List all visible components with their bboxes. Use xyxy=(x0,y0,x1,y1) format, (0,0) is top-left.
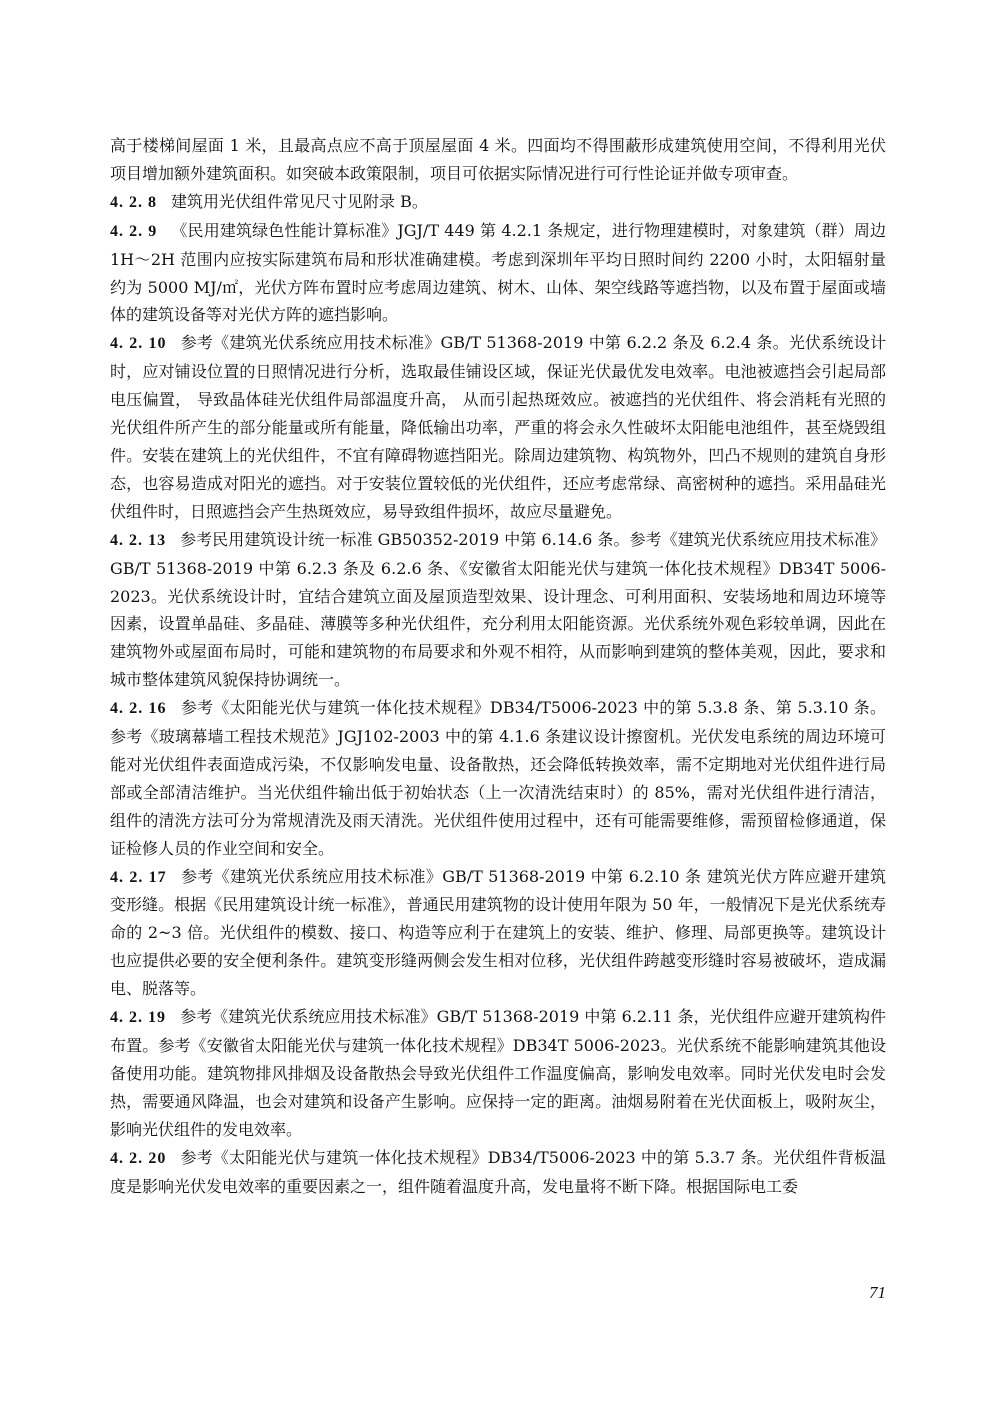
clause-4-2-20 xyxy=(110,1144,886,1201)
paragraph-text: 《民用建筑绿色性能计算标准》JGJ/T 449 第 4.2.1 条规定，进行物理建模时，对象建筑（群）周边 1H～2H 范围内应按实际建筑布局和形状准确建模。考虑到深圳年平均日照时间约 2200 小时，太阳辐射量约为 5000 MJ/㎡，光伏方阵布置时应考虑周边建筑、树木、山体、架空线路等遮挡物，以及布置于屋面或墙体的建筑设备等对光伏方阵的遮挡影响。 xyxy=(110,220,886,325)
clause-number: 4. 2. 9 xyxy=(110,222,158,240)
clause-4-2-13 xyxy=(110,526,886,694)
paragraph-text: 参考《建筑光伏系统应用技术标准》GB/T 51368-2019 中第 6.2.10 条 建筑光伏方阵应避开建筑变形缝。根据《民用建筑设计统一标准》，普通民用建筑物的设计使用年限为 50 年，一般情况下是光伏系统寿命的 2~3 倍。光伏组件的模数、接口、构造等应利于在建筑上的安装、维护、修理、局部更换等。建筑设计也应提供必要的安全便利条件。建筑变形缝两侧会发生相对位移，光伏组件跨越变形缝时容易被破坏，造成漏电、脱落等。 xyxy=(110,866,886,999)
paragraph-text: 高于楼梯间屋面 1 米，且最高点应不高于顶屋屋面 4 米。四面均不得围蔽形成建筑使用空间，不得利用光伏项目增加额外建筑面积。如突破本政策限制，项目可依据实际情况进行可行性论证并做专项审查。 xyxy=(110,136,886,183)
clause-4-2-19 xyxy=(110,1003,886,1144)
paragraph-continuation xyxy=(110,132,886,188)
page-number: 71 xyxy=(869,1283,886,1302)
paragraph-text: 参考《太阳能光伏与建筑一体化技术规程》DB34/T5006-2023 中的第 5.3.8 条、第 5.3.10 条。参考《玻璃幕墙工程技术规范》JGJ102-2003 中的第 4.1.6 条建议设计擦窗机。光伏发电系统的周边环境可能对光伏组件表面造成污染，不仅影响发电量、设备散热，还会降低转换效率，需不定期地对光伏组件进行局部或全部清洁维护。当光伏组件输出低于初始状态（上一次清洗结束时）的 85%，需对光伏组件进行清洁，组件的清洗方法可分为常规清洗及雨天清洗。光伏组件使用过程中，还有可能需要维修，需预留检修通道，保证检修人员的作业空间和安全。 xyxy=(110,698,887,858)
clause-4-2-17 xyxy=(110,863,886,1004)
clause-4-2-16 xyxy=(110,694,886,862)
clause-4-2-10 xyxy=(110,329,886,525)
paragraph-text: 参考《建筑光伏系统应用技术标准》GB/T 51368-2019 中第 6.2.2 条及 6.2.4 条。光伏系统设计时，应对铺设位置的日照情况进行分析，选取最佳铺设区域，保证光伏最优发电效率。电池被遮挡会引起局部电压偏置， 导致晶体硅光伏组件局部温度升高， 从而引起热斑效应。被遮挡的光伏组件、将会消耗有光照的光伏组件所产生的部分能量或所有能量，降低输出功率，严重的将会永久性破坏太阳能电池组件，甚至烧毁组件。安装在建筑上的光伏组件，不宜有障碍物遮挡阳光。除周边建筑物、构筑物外，凹凸不规则的建筑自身形态，也容易造成对阳光的遮挡。对于安装位置较低的光伏组件，还应考虑常绿、高密树种的遮挡。采用晶硅光伏组件时，日照遮挡会产生热斑效应，易导致组件损坏，故应尽量避免。 xyxy=(110,333,886,521)
paragraph-text: 参考民用建筑设计统一标准 GB50352-2019 中第 6.14.6 条。参考《建筑光伏系统应用技术标准》GB/T 51368-2019 中第 6.2.3 条及 6.2.6 条、《安徽省太阳能光伏与建筑一体化技术规程》DB34T 5006-2023。光伏系统设计时，宜结合建筑立面及屋顶造型效果、设计理念、可利用面积、安装场地和周边环境等因素，设置单晶硅、多晶硅、薄膜等多种光伏组件，充分利用太阳能资源。光伏系统外观色彩较单调，因此在建筑物外或屋面布局时，可能和建筑物的布局要求和外观不相符，从而影响到建筑的整体美观，因此，要求和城市整体建筑风貌保持协调统一。 xyxy=(110,529,886,690)
clause-number: 4. 2. 13 xyxy=(110,531,167,549)
clause-number: 4. 2. 8 xyxy=(110,193,157,211)
clause-number: 4. 2. 20 xyxy=(110,1149,167,1167)
clause-4-2-9 xyxy=(110,217,886,330)
body-text xyxy=(110,132,886,1200)
clause-number: 4. 2. 19 xyxy=(110,1009,167,1027)
paragraph-text: 参考《建筑光伏系统应用技术标准》GB/T 51368-2019 中第 6.2.11 条，光伏组件应避开建筑构件布置。参考《安徽省太阳能光伏与建筑一体化技术规程》DB34T 5006-2023。光伏系统不能影响建筑其他设备使用功能。建筑物排风排烟及设备散热会导致光伏组件工作温度偏高，影响发电效率。同时光伏发电时会发热，需要通风降温，也会对建筑和设备产生影响。应保持一定的距离。油烟易附着在光伏面板上，吸附灰尘，影响光伏组件的发电效率。 xyxy=(110,1007,886,1139)
clause-number: 4. 2. 16 xyxy=(110,700,167,718)
paragraph-text: 建筑用光伏组件常见尺寸见附录 B。 xyxy=(171,191,428,211)
clause-number: 4. 2. 10 xyxy=(110,335,167,353)
clause-4-2-8 xyxy=(110,188,886,217)
clause-number: 4. 2. 17 xyxy=(110,868,167,886)
paragraph-text: 参考《太阳能光伏与建筑一体化技术规程》DB34/T5006-2023 中的第 5.3.7 条。光伏组件背板温度是影响光伏发电效率的重要因素之一，组件随着温度升高，发电量将不断下降。根据国际电工委 xyxy=(110,1147,886,1196)
